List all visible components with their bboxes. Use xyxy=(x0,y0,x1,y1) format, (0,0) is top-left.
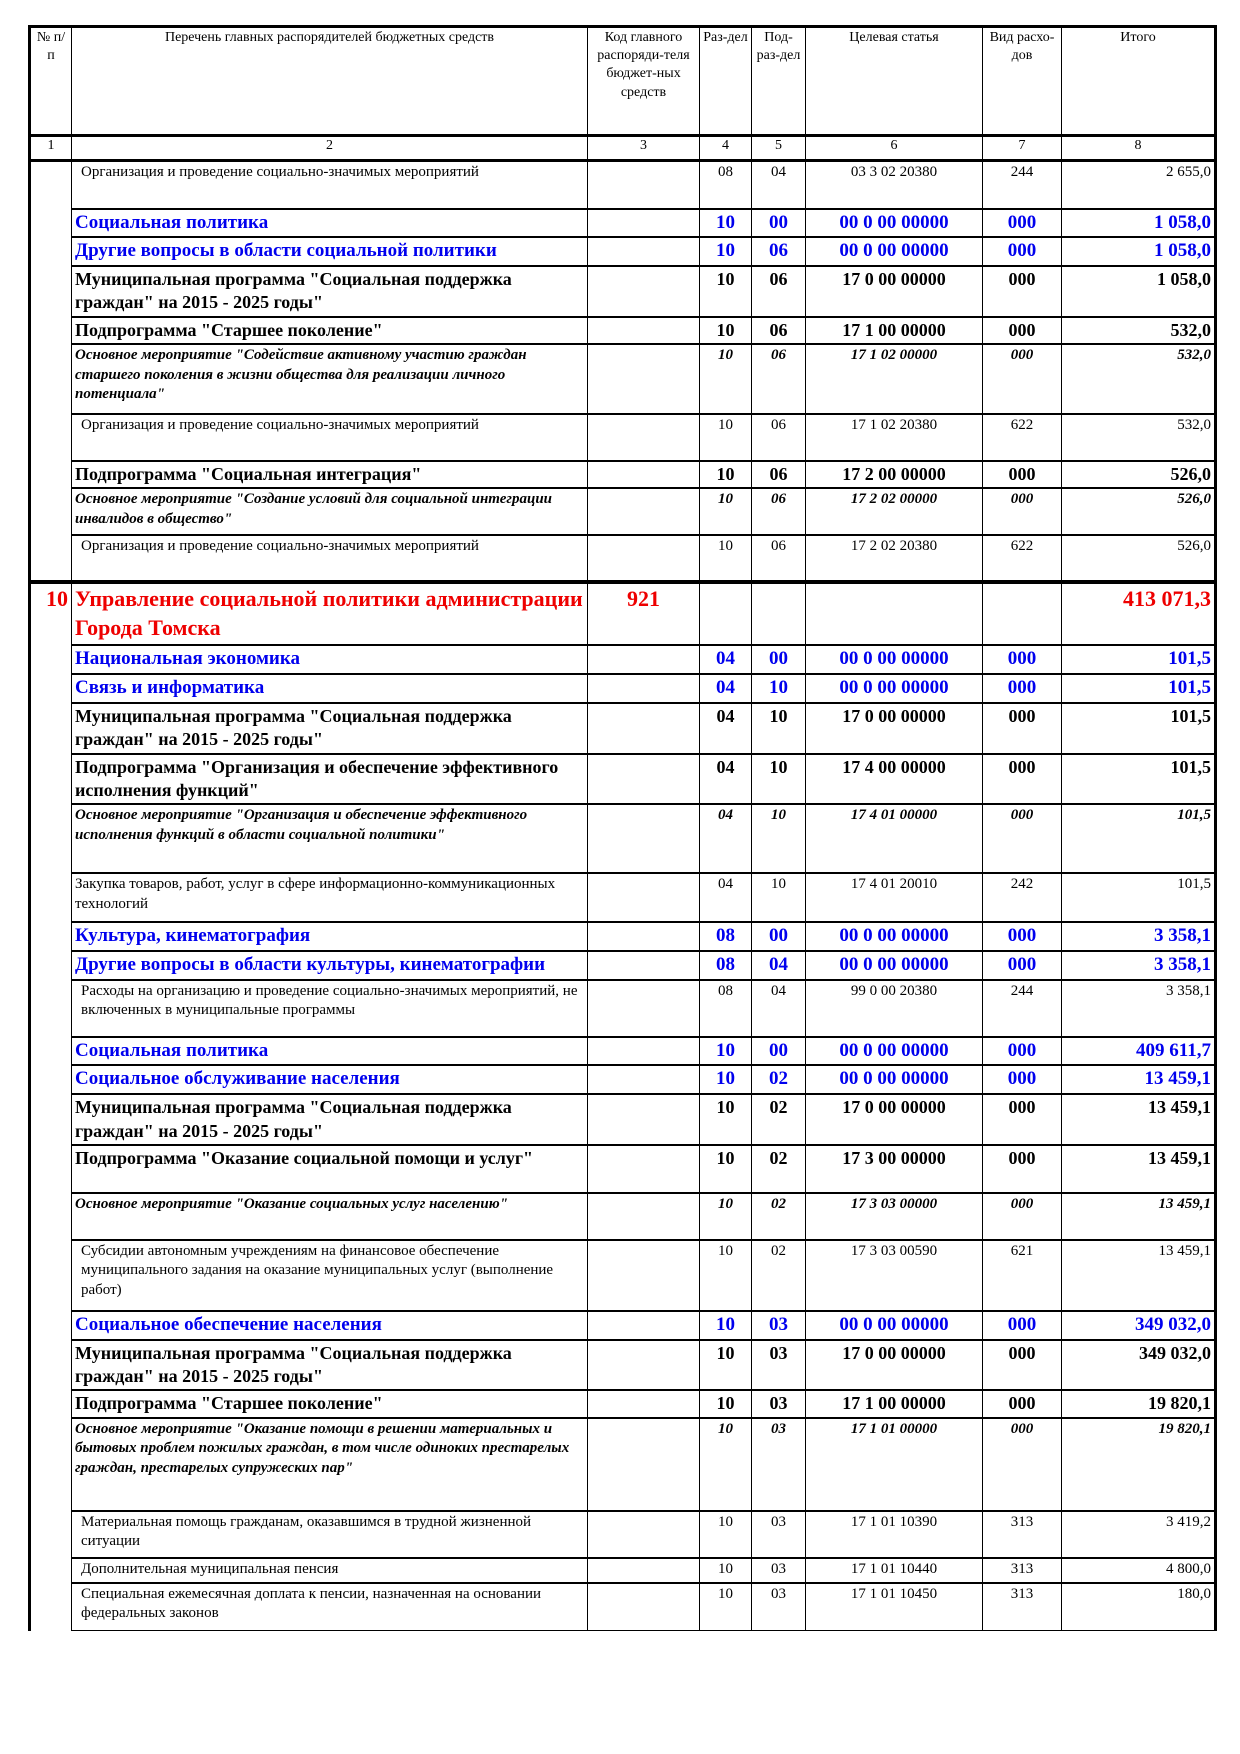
row-podrazdel: 10 xyxy=(752,804,806,873)
row-code xyxy=(588,237,700,266)
table-row xyxy=(30,266,1216,317)
row-target: 17 1 02 00000 xyxy=(806,344,983,414)
table-row xyxy=(30,1558,1216,1583)
table-body xyxy=(30,161,1216,1631)
row-razdel: 10 xyxy=(700,1558,752,1583)
row-name: Социальное обслуживание населения xyxy=(72,1065,588,1094)
row-total: 13 459,1 xyxy=(1062,1193,1216,1240)
row-razdel: 08 xyxy=(700,922,752,951)
row-code xyxy=(588,674,700,703)
row-podrazdel: 10 xyxy=(752,674,806,703)
row-name: Связь и информатика xyxy=(72,674,588,703)
row-total: 101,5 xyxy=(1062,873,1216,922)
table-row xyxy=(30,1583,1216,1631)
row-razdel: 04 xyxy=(700,873,752,922)
row-vid: 000 xyxy=(983,1145,1062,1193)
row-target: 17 4 01 00000 xyxy=(806,804,983,873)
row-code xyxy=(588,266,700,317)
row-podrazdel: 04 xyxy=(752,951,806,980)
row-code: 921 xyxy=(588,582,700,645)
table-row xyxy=(30,1037,1216,1066)
row-code xyxy=(588,1390,700,1417)
row-name: Национальная экономика xyxy=(72,645,588,674)
table-row xyxy=(30,980,1216,1037)
column-number: 7 xyxy=(983,136,1062,161)
row-total: 349 032,0 xyxy=(1062,1340,1216,1391)
row-razdel: 10 xyxy=(700,414,752,461)
row-razdel: 10 xyxy=(700,488,752,535)
row-vid: 000 xyxy=(983,1418,1062,1511)
row-name: Основное мероприятие "Организация и обеспечение эффективного исполнения функций в области социальной политики" xyxy=(72,804,588,873)
row-podrazdel: 04 xyxy=(752,161,806,209)
row-target: 17 2 02 00000 xyxy=(806,488,983,535)
row-target: 17 0 00 00000 xyxy=(806,1340,983,1391)
row-total: 526,0 xyxy=(1062,535,1216,582)
row-code xyxy=(588,414,700,461)
row-vid: 000 xyxy=(983,266,1062,317)
row-vid: 313 xyxy=(983,1511,1062,1558)
row-code xyxy=(588,209,700,238)
row-vid: 000 xyxy=(983,344,1062,414)
table-header-row xyxy=(30,27,1216,136)
row-podrazdel: 03 xyxy=(752,1340,806,1391)
row-razdel: 10 xyxy=(700,1418,752,1511)
row-podrazdel: 02 xyxy=(752,1145,806,1193)
table-row xyxy=(30,703,1216,754)
table-row xyxy=(30,1193,1216,1240)
row-name: Подпрограмма "Старшее поколение" xyxy=(72,317,588,344)
row-total: 101,5 xyxy=(1062,645,1216,674)
row-podrazdel: 02 xyxy=(752,1094,806,1145)
header-target: Целевая статья xyxy=(806,27,983,136)
column-number: 2 xyxy=(72,136,588,161)
header-code: Код главного распоряди-теля бюджет-ных средств xyxy=(588,27,700,136)
row-target xyxy=(806,582,983,645)
row-podrazdel: 04 xyxy=(752,980,806,1037)
row-name: Организация и проведение социально-значимых мероприятий xyxy=(72,161,588,209)
row-vid: 621 xyxy=(983,1240,1062,1311)
row-razdel xyxy=(700,582,752,645)
row-target: 17 1 01 10450 xyxy=(806,1583,983,1631)
row-total: 180,0 xyxy=(1062,1583,1216,1631)
row-razdel: 10 xyxy=(700,1065,752,1094)
row-podrazdel: 06 xyxy=(752,414,806,461)
row-target: 17 3 00 00000 xyxy=(806,1145,983,1193)
table-row xyxy=(30,582,1216,645)
row-code xyxy=(588,488,700,535)
row-razdel: 10 xyxy=(700,1311,752,1340)
row-total: 3 358,1 xyxy=(1062,980,1216,1037)
header-name: Перечень главных распорядителей бюджетных средств xyxy=(72,27,588,136)
row-podrazdel: 06 xyxy=(752,266,806,317)
row-razdel: 08 xyxy=(700,161,752,209)
row-target: 17 1 01 10440 xyxy=(806,1558,983,1583)
row-razdel: 10 xyxy=(700,209,752,238)
row-vid: 000 xyxy=(983,754,1062,805)
row-podrazdel: 03 xyxy=(752,1511,806,1558)
table-row xyxy=(30,535,1216,582)
row-code xyxy=(588,1094,700,1145)
table-row xyxy=(30,209,1216,238)
row-vid: 000 xyxy=(983,674,1062,703)
row-podrazdel: 03 xyxy=(752,1583,806,1631)
row-vid: 000 xyxy=(983,645,1062,674)
row-razdel: 10 xyxy=(700,461,752,488)
row-total: 101,5 xyxy=(1062,754,1216,805)
row-code xyxy=(588,922,700,951)
row-name: Субсидии автономным учреждениям на финансовое обеспечение муниципального задания на оказание муниципальных услуг (выполнение работ) xyxy=(72,1240,588,1311)
row-target: 00 0 00 00000 xyxy=(806,922,983,951)
row-name: Материальная помощь гражданам, оказавшимся в трудной жизненной ситуации xyxy=(72,1511,588,1558)
row-target: 17 1 00 00000 xyxy=(806,1390,983,1417)
table-row xyxy=(30,873,1216,922)
row-podrazdel: 00 xyxy=(752,645,806,674)
row-target: 17 3 03 00000 xyxy=(806,1193,983,1240)
row-code xyxy=(588,344,700,414)
row-name: Подпрограмма "Оказание социальной помощи и услуг" xyxy=(72,1145,588,1193)
row-razdel: 10 xyxy=(700,1037,752,1066)
row-podrazdel: 06 xyxy=(752,317,806,344)
table-row xyxy=(30,414,1216,461)
row-name: Расходы на организацию и проведение социально-значимых мероприятий, не включенных в муниципальные программы xyxy=(72,980,588,1037)
row-target: 17 4 01 20010 xyxy=(806,873,983,922)
row-podrazdel: 10 xyxy=(752,703,806,754)
row-code xyxy=(588,980,700,1037)
row-total: 4 800,0 xyxy=(1062,1558,1216,1583)
row-target: 17 4 00 00000 xyxy=(806,754,983,805)
row-code xyxy=(588,804,700,873)
row-target: 00 0 00 00000 xyxy=(806,1311,983,1340)
row-code xyxy=(588,1145,700,1193)
table-row xyxy=(30,951,1216,980)
row-vid: 244 xyxy=(983,161,1062,209)
row-vid: 313 xyxy=(983,1583,1062,1631)
row-podrazdel: 06 xyxy=(752,237,806,266)
row-code xyxy=(588,645,700,674)
row-target: 17 1 01 00000 xyxy=(806,1418,983,1511)
row-vid: 622 xyxy=(983,535,1062,582)
row-name: Закупка товаров, работ, услуг в сфере информационно-коммуникационных технологий xyxy=(72,873,588,922)
row-vid: 000 xyxy=(983,1065,1062,1094)
row-target: 17 1 01 10390 xyxy=(806,1511,983,1558)
row-razdel: 10 xyxy=(700,317,752,344)
row-code xyxy=(588,461,700,488)
row-name: Подпрограмма "Организация и обеспечение эффективного исполнения функций" xyxy=(72,754,588,805)
row-podrazdel: 03 xyxy=(752,1418,806,1511)
table-row xyxy=(30,1418,1216,1511)
table-row xyxy=(30,1240,1216,1311)
row-podrazdel: 10 xyxy=(752,754,806,805)
row-vid: 000 xyxy=(983,1311,1062,1340)
row-podrazdel: 03 xyxy=(752,1390,806,1417)
row-vid: 000 xyxy=(983,209,1062,238)
row-target: 17 0 00 00000 xyxy=(806,1094,983,1145)
row-total: 526,0 xyxy=(1062,488,1216,535)
row-razdel: 04 xyxy=(700,645,752,674)
row-razdel: 08 xyxy=(700,951,752,980)
row-code xyxy=(588,1065,700,1094)
table-row xyxy=(30,488,1216,535)
row-code xyxy=(588,1558,700,1583)
row-target: 00 0 00 00000 xyxy=(806,237,983,266)
row-vid: 000 xyxy=(983,922,1062,951)
table-row xyxy=(30,1094,1216,1145)
column-number-row xyxy=(30,136,1216,161)
row-vid: 000 xyxy=(983,703,1062,754)
row-total: 3 358,1 xyxy=(1062,922,1216,951)
row-code xyxy=(588,1583,700,1631)
table-row xyxy=(30,1390,1216,1417)
column-number: 5 xyxy=(752,136,806,161)
header-number: № п/п xyxy=(30,27,72,136)
column-number: 8 xyxy=(1062,136,1216,161)
row-podrazdel: 00 xyxy=(752,922,806,951)
row-podrazdel: 03 xyxy=(752,1558,806,1583)
row-podrazdel: 00 xyxy=(752,1037,806,1066)
row-target: 00 0 00 00000 xyxy=(806,209,983,238)
row-vid: 000 xyxy=(983,1340,1062,1391)
row-podrazdel: 06 xyxy=(752,461,806,488)
row-code xyxy=(588,535,700,582)
row-name: Социальная политика xyxy=(72,1037,588,1066)
row-code xyxy=(588,317,700,344)
row-target: 17 3 03 00590 xyxy=(806,1240,983,1311)
row-total: 2 655,0 xyxy=(1062,161,1216,209)
row-podrazdel: 03 xyxy=(752,1311,806,1340)
row-podrazdel: 02 xyxy=(752,1240,806,1311)
row-total: 526,0 xyxy=(1062,461,1216,488)
row-name: Муниципальная программа "Социальная поддержка граждан" на 2015 - 2025 годы" xyxy=(72,266,588,317)
row-vid: 000 xyxy=(983,1193,1062,1240)
row-total: 13 459,1 xyxy=(1062,1094,1216,1145)
row-code xyxy=(588,1418,700,1511)
table-row xyxy=(30,1311,1216,1340)
row-podrazdel: 00 xyxy=(752,209,806,238)
row-name: Муниципальная программа "Социальная поддержка граждан" на 2015 - 2025 годы" xyxy=(72,1094,588,1145)
header-total: Итого xyxy=(1062,27,1216,136)
row-name: Специальная ежемесячная доплата к пенсии, назначенная на основании федеральных законов xyxy=(72,1583,588,1631)
row-name: Основное мероприятие "Оказание социальных услуг населению" xyxy=(72,1193,588,1240)
row-total: 413 071,3 xyxy=(1062,582,1216,645)
row-vid: 000 xyxy=(983,317,1062,344)
row-total: 19 820,1 xyxy=(1062,1418,1216,1511)
header-podrazdel: Под-раз-дел xyxy=(752,27,806,136)
row-code xyxy=(588,873,700,922)
row-vid: 000 xyxy=(983,488,1062,535)
row-name: Другие вопросы в области культуры, кинематографии xyxy=(72,951,588,980)
row-razdel: 04 xyxy=(700,674,752,703)
row-total: 101,5 xyxy=(1062,674,1216,703)
row-total: 3 419,2 xyxy=(1062,1511,1216,1558)
row-total: 13 459,1 xyxy=(1062,1065,1216,1094)
row-vid: 000 xyxy=(983,461,1062,488)
row-code xyxy=(588,754,700,805)
table-row xyxy=(30,754,1216,805)
row-target: 17 1 00 00000 xyxy=(806,317,983,344)
row-podrazdel: 02 xyxy=(752,1065,806,1094)
row-target: 99 0 00 20380 xyxy=(806,980,983,1037)
row-podrazdel: 02 xyxy=(752,1193,806,1240)
row-razdel: 10 xyxy=(700,1583,752,1631)
row-razdel: 10 xyxy=(700,266,752,317)
row-vid: 000 xyxy=(983,1390,1062,1417)
budget-table xyxy=(28,25,1217,1631)
table-row xyxy=(30,1340,1216,1391)
row-razdel: 10 xyxy=(700,1390,752,1417)
row-group-number: 10 xyxy=(30,582,72,1630)
row-code xyxy=(588,1240,700,1311)
row-name: Основное мероприятие "Оказание помощи в решении материальных и бытовых проблем пожилых граждан, в том числе одиноких престарелых граждан, престарелых супружеских пар" xyxy=(72,1418,588,1511)
header-vid: Вид расхо-дов xyxy=(983,27,1062,136)
row-podrazdel: 06 xyxy=(752,535,806,582)
row-code xyxy=(588,951,700,980)
row-total: 532,0 xyxy=(1062,344,1216,414)
row-code xyxy=(588,1311,700,1340)
row-total: 532,0 xyxy=(1062,414,1216,461)
row-target: 17 0 00 00000 xyxy=(806,703,983,754)
row-razdel: 10 xyxy=(700,1511,752,1558)
row-total: 1 058,0 xyxy=(1062,266,1216,317)
row-total: 101,5 xyxy=(1062,703,1216,754)
row-total: 532,0 xyxy=(1062,317,1216,344)
row-name: Основное мероприятие "Создание условий для социальной интеграции инвалидов в общество" xyxy=(72,488,588,535)
row-target: 17 1 02 20380 xyxy=(806,414,983,461)
row-target: 03 3 02 20380 xyxy=(806,161,983,209)
table-row xyxy=(30,1145,1216,1193)
row-razdel: 04 xyxy=(700,804,752,873)
row-razdel: 10 xyxy=(700,237,752,266)
row-group-number xyxy=(30,161,72,583)
row-razdel: 10 xyxy=(700,344,752,414)
table-row xyxy=(30,237,1216,266)
row-vid: 622 xyxy=(983,414,1062,461)
row-name: Подпрограмма "Социальная интеграция" xyxy=(72,461,588,488)
row-vid xyxy=(983,582,1062,645)
row-target: 17 0 00 00000 xyxy=(806,266,983,317)
row-razdel: 10 xyxy=(700,1193,752,1240)
row-razdel: 10 xyxy=(700,1340,752,1391)
row-vid: 242 xyxy=(983,873,1062,922)
row-name: Организация и проведение социально-значимых мероприятий xyxy=(72,414,588,461)
row-target: 17 2 02 20380 xyxy=(806,535,983,582)
header-razdel: Раз-дел xyxy=(700,27,752,136)
row-vid: 313 xyxy=(983,1558,1062,1583)
row-total: 409 611,7 xyxy=(1062,1037,1216,1066)
row-podrazdel: 06 xyxy=(752,344,806,414)
row-name: Муниципальная программа "Социальная поддержка граждан" на 2015 - 2025 годы" xyxy=(72,703,588,754)
row-razdel: 10 xyxy=(700,1145,752,1193)
row-vid: 000 xyxy=(983,237,1062,266)
row-podrazdel xyxy=(752,582,806,645)
row-target: 00 0 00 00000 xyxy=(806,645,983,674)
row-razdel: 10 xyxy=(700,535,752,582)
row-name: Подпрограмма "Старшее поколение" xyxy=(72,1390,588,1417)
row-total: 1 058,0 xyxy=(1062,237,1216,266)
row-razdel: 08 xyxy=(700,980,752,1037)
row-code xyxy=(588,1340,700,1391)
row-name: Социальная политика xyxy=(72,209,588,238)
row-name: Организация и проведение социально-значимых мероприятий xyxy=(72,535,588,582)
row-name: Дополнительная муниципальная пенсия xyxy=(72,1558,588,1583)
row-code xyxy=(588,161,700,209)
table-row xyxy=(30,344,1216,414)
row-name: Основное мероприятие "Содействие активному участию граждан старшего поколения в жизни общества для реализации личного потенциала" xyxy=(72,344,588,414)
row-target: 00 0 00 00000 xyxy=(806,951,983,980)
row-code xyxy=(588,1037,700,1066)
row-total: 349 032,0 xyxy=(1062,1311,1216,1340)
row-total: 3 358,1 xyxy=(1062,951,1216,980)
row-podrazdel: 10 xyxy=(752,873,806,922)
row-name: Культура, кинематография xyxy=(72,922,588,951)
row-code xyxy=(588,703,700,754)
row-razdel: 10 xyxy=(700,1094,752,1145)
row-target: 00 0 00 00000 xyxy=(806,674,983,703)
column-number: 3 xyxy=(588,136,700,161)
table-row xyxy=(30,645,1216,674)
column-number: 6 xyxy=(806,136,983,161)
row-name: Социальное обеспечение населения xyxy=(72,1311,588,1340)
row-code xyxy=(588,1193,700,1240)
row-total: 13 459,1 xyxy=(1062,1240,1216,1311)
row-vid: 000 xyxy=(983,804,1062,873)
table-row xyxy=(30,674,1216,703)
table-row xyxy=(30,317,1216,344)
table-row xyxy=(30,922,1216,951)
column-number: 4 xyxy=(700,136,752,161)
column-number: 1 xyxy=(30,136,72,161)
row-vid: 244 xyxy=(983,980,1062,1037)
row-vid: 000 xyxy=(983,1094,1062,1145)
table-row xyxy=(30,804,1216,873)
row-total: 101,5 xyxy=(1062,804,1216,873)
row-target: 00 0 00 00000 xyxy=(806,1065,983,1094)
row-vid: 000 xyxy=(983,951,1062,980)
row-razdel: 04 xyxy=(700,754,752,805)
row-target: 00 0 00 00000 xyxy=(806,1037,983,1066)
table-row xyxy=(30,161,1216,209)
row-total: 19 820,1 xyxy=(1062,1390,1216,1417)
row-name: Другие вопросы в области социальной политики xyxy=(72,237,588,266)
row-vid: 000 xyxy=(983,1037,1062,1066)
row-target: 17 2 00 00000 xyxy=(806,461,983,488)
row-razdel: 04 xyxy=(700,703,752,754)
row-total: 13 459,1 xyxy=(1062,1145,1216,1193)
row-name: Муниципальная программа "Социальная поддержка граждан" на 2015 - 2025 годы" xyxy=(72,1340,588,1391)
row-podrazdel: 06 xyxy=(752,488,806,535)
row-razdel: 10 xyxy=(700,1240,752,1311)
row-total: 1 058,0 xyxy=(1062,209,1216,238)
row-code xyxy=(588,1511,700,1558)
table-row xyxy=(30,461,1216,488)
table-row xyxy=(30,1065,1216,1094)
row-name: Управление социальной политики администрации Города Томска xyxy=(72,582,588,645)
table-row xyxy=(30,1511,1216,1558)
